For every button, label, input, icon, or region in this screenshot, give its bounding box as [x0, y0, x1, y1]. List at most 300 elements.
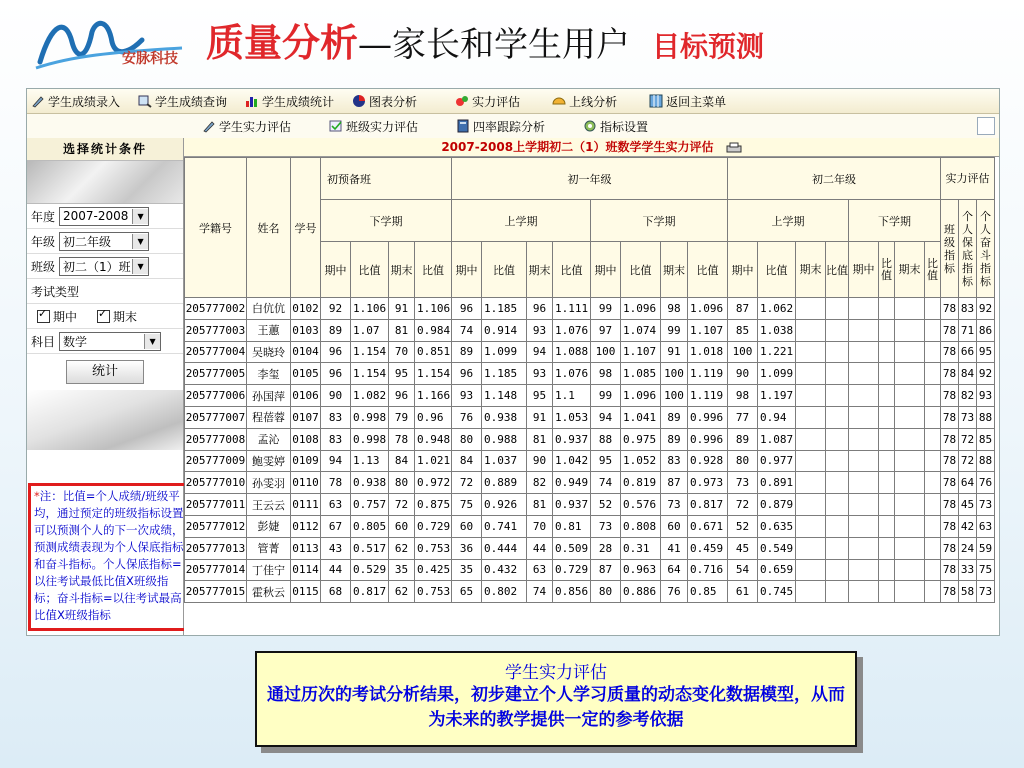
menu-item-online-analysis[interactable]	[552, 93, 617, 110]
table-cell: 78	[941, 581, 959, 603]
menu-item-main-menu[interactable]	[649, 93, 726, 110]
table-cell	[925, 537, 941, 559]
table-cell: 0.757	[351, 494, 389, 516]
menu-label: 学生成绩录入	[48, 94, 121, 109]
chevron-down-icon[interactable]: ▼	[132, 209, 148, 224]
printer-icon[interactable]	[726, 142, 742, 154]
table-cell: 0.94	[758, 406, 796, 428]
col-ratio: 比值	[482, 242, 527, 298]
table-cell: 72	[452, 472, 482, 494]
cell-name: 孙雯羽	[247, 472, 291, 494]
menu-label: 图表分析	[369, 94, 418, 109]
tab-four-rate-tracking[interactable]	[456, 118, 545, 135]
table-cell	[826, 428, 849, 450]
table-cell: 0.963	[621, 559, 661, 581]
table-cell: 95	[527, 385, 553, 407]
cell-student-id: 205777011	[185, 494, 247, 516]
table-cell	[796, 581, 826, 603]
cell-name: 丁佳宁	[247, 559, 291, 581]
table-row	[185, 406, 995, 428]
table-cell: 1.111	[553, 298, 591, 320]
class-label: 班级	[31, 259, 56, 274]
table-cell	[796, 450, 826, 472]
table-cell: 95	[591, 450, 621, 472]
table-row	[185, 537, 995, 559]
class-select[interactable]	[59, 257, 149, 276]
table-cell: 96	[321, 363, 351, 385]
table-cell: 84	[389, 450, 415, 472]
menu-label: 学生成绩统计	[262, 94, 335, 109]
tab-label: 指标设置	[600, 119, 649, 134]
table-cell	[925, 319, 941, 341]
table-cell: 0.856	[553, 581, 591, 603]
header-term2: 下学期	[591, 200, 728, 242]
table-cell	[895, 298, 925, 320]
table-row	[185, 515, 995, 537]
table-cell	[925, 450, 941, 472]
table-cell: 35	[389, 559, 415, 581]
table-cell: 1.185	[482, 363, 527, 385]
table-cell: 100	[728, 341, 758, 363]
table-cell: 42	[959, 515, 977, 537]
table-cell: 73	[591, 515, 621, 537]
tab-student-strength[interactable]	[202, 118, 291, 135]
table-cell: 0.926	[482, 494, 527, 516]
table-cell	[895, 450, 925, 472]
table-cell: 87	[661, 472, 688, 494]
table-cell	[826, 385, 849, 407]
table-cell	[879, 319, 895, 341]
table-cell: 94	[321, 450, 351, 472]
cell-number: 0110	[291, 472, 321, 494]
slide-title-bar	[0, 0, 1024, 82]
table-cell: 0.96	[415, 406, 452, 428]
col-mid: 期中	[849, 242, 879, 298]
table-row	[185, 494, 995, 516]
table-cell	[895, 406, 925, 428]
table-cell: 1.042	[553, 450, 591, 472]
table-cell: 96	[452, 363, 482, 385]
table-cell: 59	[977, 537, 995, 559]
table-cell: 72	[959, 428, 977, 450]
header-term1: 上学期	[452, 200, 591, 242]
table-cell: 73	[661, 494, 688, 516]
col-mid: 期中	[452, 242, 482, 298]
table-cell: 1.087	[758, 428, 796, 450]
table-cell	[796, 319, 826, 341]
table-cell: 0.914	[482, 319, 527, 341]
table-cell: 0.996	[688, 428, 728, 450]
strength-table	[184, 157, 995, 603]
table-cell	[796, 428, 826, 450]
cell-student-id: 205777007	[185, 406, 247, 428]
table-cell: 89	[661, 428, 688, 450]
table-row	[185, 450, 995, 472]
bar-chart-icon	[245, 94, 259, 108]
table-cell: 1.107	[688, 319, 728, 341]
table-cell: 36	[452, 537, 482, 559]
page-title	[206, 12, 764, 67]
table-cell: 75	[977, 559, 995, 581]
midterm-label: 期中	[53, 309, 78, 324]
cell-student-id: 205777004	[185, 341, 247, 363]
table-row	[185, 298, 995, 320]
table-cell	[895, 385, 925, 407]
subject-filter	[27, 329, 183, 354]
col-final: 期末	[895, 242, 925, 298]
cell-number: 0109	[291, 450, 321, 472]
table-cell: 81	[389, 319, 415, 341]
table-cell	[925, 385, 941, 407]
cell-name: 霍秋云	[247, 581, 291, 603]
table-cell	[849, 581, 879, 603]
table-cell: 93	[977, 385, 995, 407]
search-icon	[138, 94, 152, 108]
table-cell: 0.937	[553, 428, 591, 450]
table-cell: 1.076	[553, 319, 591, 341]
table-cell	[879, 341, 895, 363]
col-class-index: 班级指标	[941, 200, 959, 298]
report-panel	[184, 138, 999, 635]
table-cell: 0.635	[758, 515, 796, 537]
cell-student-id: 205777002	[185, 298, 247, 320]
table-cell: 76	[661, 581, 688, 603]
table-cell: 70	[389, 341, 415, 363]
table-cell: 60	[452, 515, 482, 537]
table-cell: 1.154	[351, 363, 389, 385]
cell-number: 0112	[291, 515, 321, 537]
table-cell: 0.977	[758, 450, 796, 472]
header-term1: 上学期	[728, 200, 849, 242]
table-cell: 0.937	[553, 494, 591, 516]
table-cell: 0.509	[553, 537, 591, 559]
table-cell	[849, 559, 879, 581]
table-cell: 73	[959, 406, 977, 428]
menu-item-strength-eval[interactable]	[455, 93, 520, 110]
header-strength: 实力评估	[941, 158, 995, 200]
table-cell: 0.984	[415, 319, 452, 341]
table-cell: 1.088	[553, 341, 591, 363]
table-cell	[796, 385, 826, 407]
table-cell: 84	[452, 450, 482, 472]
cell-student-id: 205777010	[185, 472, 247, 494]
table-cell: 24	[959, 537, 977, 559]
table-cell	[796, 406, 826, 428]
table-cell: 85	[977, 428, 995, 450]
table-cell: 92	[321, 298, 351, 320]
table-cell	[879, 385, 895, 407]
cell-number: 0111	[291, 494, 321, 516]
chevron-down-icon[interactable]: ▼	[132, 259, 148, 274]
cell-name: 孟沁	[247, 428, 291, 450]
menu-item-chart-analysis[interactable]	[352, 93, 417, 110]
scroll-button[interactable]	[977, 117, 995, 135]
table-cell: 78	[941, 428, 959, 450]
menu-label: 返回主菜单	[666, 94, 727, 109]
table-cell	[796, 559, 826, 581]
stat-button[interactable]: 统计	[66, 360, 144, 384]
exam-type-label: 考试类型	[31, 284, 80, 299]
col-mid: 期中	[321, 242, 351, 298]
table-cell: 94	[591, 406, 621, 428]
table-cell: 63	[321, 494, 351, 516]
table-cell: 95	[389, 363, 415, 385]
table-cell	[879, 537, 895, 559]
table-cell: 78	[941, 494, 959, 516]
menu-item-score-query[interactable]	[138, 93, 227, 110]
menu-item-score-stats[interactable]	[245, 93, 334, 110]
table-cell: 78	[321, 472, 351, 494]
table-cell: 78	[389, 428, 415, 450]
table-cell: 1.096	[621, 298, 661, 320]
table-cell: 71	[959, 319, 977, 341]
cell-name: 彭婕	[247, 515, 291, 537]
table-cell	[796, 298, 826, 320]
title-sub: —家长和学生用户	[358, 25, 631, 65]
final-checkbox[interactable]	[97, 310, 110, 323]
cell-name: 鲍雯婷	[247, 450, 291, 472]
table-cell	[826, 450, 849, 472]
table-cell: 0.671	[688, 515, 728, 537]
cell-name: 白伉伉	[247, 298, 291, 320]
table-cell	[925, 406, 941, 428]
table-cell: 44	[527, 537, 553, 559]
table-cell: 0.31	[621, 537, 661, 559]
menu-label: 上线分析	[569, 94, 618, 109]
table-cell: 77	[728, 406, 758, 428]
table-cell: 81	[527, 428, 553, 450]
table-cell	[849, 515, 879, 537]
table-cell: 0.889	[482, 472, 527, 494]
table-cell: 0.745	[758, 581, 796, 603]
tab-index-settings[interactable]	[583, 118, 648, 135]
table-cell	[925, 298, 941, 320]
chevron-down-icon[interactable]: ▼	[132, 234, 148, 249]
final-label: 期末	[113, 309, 138, 324]
cell-number: 0102	[291, 298, 321, 320]
table-cell: 66	[959, 341, 977, 363]
subject-select[interactable]	[59, 332, 161, 351]
evaluation-icon	[455, 94, 469, 108]
table-cell	[925, 472, 941, 494]
table-cell: 45	[728, 537, 758, 559]
formula-note: *注：比值=个人成绩/班级平均，通过预定的班级指标设置可以预测个人的下一次成绩，预测成绩表现为个人保底指标和奋斗指标。个人保底指标=以往考试最低比值X班级指标；奋斗指标=以往考试最高比值X班级指标	[28, 483, 187, 631]
cell-student-id: 205777005	[185, 363, 247, 385]
menu-label: 实力评估	[472, 94, 521, 109]
col-ratio: 比值	[758, 242, 796, 298]
table-cell: 1.221	[758, 341, 796, 363]
table-cell: 1.076	[553, 363, 591, 385]
table-cell	[895, 515, 925, 537]
chevron-down-icon[interactable]: ▼	[144, 334, 160, 349]
table-cell: 62	[389, 581, 415, 603]
title-tag: 目标预测	[652, 30, 765, 63]
table-cell: 0.851	[415, 341, 452, 363]
table-row	[185, 428, 995, 450]
table-cell: 0.808	[621, 515, 661, 537]
table-cell: 0.819	[621, 472, 661, 494]
cell-name: 王蕙	[247, 319, 291, 341]
table-cell	[826, 341, 849, 363]
table-cell: 1.119	[688, 363, 728, 385]
year-select[interactable]	[59, 207, 149, 226]
table-cell: 0.928	[688, 450, 728, 472]
table-cell: 94	[527, 341, 553, 363]
grade-filter	[27, 229, 183, 254]
table-cell: 0.938	[482, 406, 527, 428]
table-cell	[879, 515, 895, 537]
table-cell: 1.037	[482, 450, 527, 472]
menu-item-score-entry[interactable]	[31, 93, 120, 110]
table-cell: 98	[661, 298, 688, 320]
table-cell: 0.886	[621, 581, 661, 603]
table-cell: 0.716	[688, 559, 728, 581]
cell-student-id: 205777012	[185, 515, 247, 537]
table-cell: 74	[527, 581, 553, 603]
table-cell: 0.879	[758, 494, 796, 516]
cell-number: 0108	[291, 428, 321, 450]
table-cell	[879, 472, 895, 494]
table-cell: 92	[977, 363, 995, 385]
table-cell: 83	[661, 450, 688, 472]
table-cell: 67	[321, 515, 351, 537]
table-cell: 1.154	[351, 341, 389, 363]
table-row	[185, 559, 995, 581]
table-cell: 92	[977, 298, 995, 320]
table-cell: 72	[389, 494, 415, 516]
menu-label: 学生成绩查询	[155, 94, 228, 109]
table-cell: 89	[728, 428, 758, 450]
table-cell: 0.817	[688, 494, 728, 516]
table-cell: 88	[977, 406, 995, 428]
table-cell	[849, 537, 879, 559]
table-cell	[796, 363, 826, 385]
table-cell: 83	[959, 298, 977, 320]
table-cell: 64	[661, 559, 688, 581]
cell-name: 孙国萍	[247, 385, 291, 407]
table-cell: 0.444	[482, 537, 527, 559]
checklist-icon	[329, 119, 343, 133]
table-cell	[895, 559, 925, 581]
table-row	[185, 581, 995, 603]
cell-student-id: 205777009	[185, 450, 247, 472]
header-term2: 下学期	[849, 200, 941, 242]
table-cell: 1.085	[621, 363, 661, 385]
table-cell: 78	[941, 537, 959, 559]
table-cell	[925, 428, 941, 450]
col-ratio: 比值	[415, 242, 452, 298]
table-cell	[849, 363, 879, 385]
cell-student-id: 205777006	[185, 385, 247, 407]
cell-name: 王云云	[247, 494, 291, 516]
midterm-checkbox[interactable]	[37, 310, 50, 323]
table-cell: 60	[661, 515, 688, 537]
table-cell	[796, 494, 826, 516]
cell-student-id: 205777008	[185, 428, 247, 450]
table-cell: 90	[527, 450, 553, 472]
table-cell: 0.973	[688, 472, 728, 494]
header-term2: 下学期	[321, 200, 452, 242]
table-cell: 62	[389, 537, 415, 559]
cell-name: 李玺	[247, 363, 291, 385]
table-cell: 88	[591, 428, 621, 450]
table-cell: 93	[527, 319, 553, 341]
table-cell: 0.753	[415, 537, 452, 559]
header-grade-1: 初一年级	[452, 158, 728, 200]
caption-title: 学生实力评估	[505, 663, 607, 683]
table-cell: 1.062	[758, 298, 796, 320]
table-cell: 78	[941, 341, 959, 363]
table-cell: 0.432	[482, 559, 527, 581]
table-cell: 90	[728, 363, 758, 385]
table-cell: 64	[959, 472, 977, 494]
table-cell	[796, 341, 826, 363]
table-cell: 61	[728, 581, 758, 603]
caption-body: 通过历次的考试分析结果，初步建立个人学习质量的动态变化数据模型，从而为未来的教学提供一定的参考依据	[267, 685, 845, 730]
table-cell	[879, 363, 895, 385]
col-ratio: 比值	[688, 242, 728, 298]
table-cell: 0.948	[415, 428, 452, 450]
table-row	[185, 341, 995, 363]
col-name: 姓名	[247, 158, 291, 298]
table-cell: 0.529	[351, 559, 389, 581]
col-ratio: 比值	[351, 242, 389, 298]
col-student-id: 学籍号	[185, 158, 247, 298]
table-cell	[849, 298, 879, 320]
table-cell: 90	[321, 385, 351, 407]
table-cell: 82	[527, 472, 553, 494]
table-cell: 0.972	[415, 472, 452, 494]
table-cell	[826, 319, 849, 341]
table-cell: 0.659	[758, 559, 796, 581]
book-icon	[456, 119, 470, 133]
table-cell: 74	[452, 319, 482, 341]
table-cell: 80	[389, 472, 415, 494]
table-cell: 1.107	[621, 341, 661, 363]
table-cell	[826, 537, 849, 559]
grade-select[interactable]	[59, 232, 149, 251]
table-cell: 1.119	[688, 385, 728, 407]
table-cell: 98	[728, 385, 758, 407]
table-cell	[879, 581, 895, 603]
cell-number: 0114	[291, 559, 321, 581]
table-cell: 1.13	[351, 450, 389, 472]
table-cell: 0.998	[351, 406, 389, 428]
filter-sidebar	[27, 138, 184, 635]
grid-menu-icon	[649, 94, 663, 108]
col-mid: 期中	[728, 242, 758, 298]
caption-box	[255, 651, 857, 747]
col-ratio: 比值	[879, 242, 895, 298]
cell-number: 0103	[291, 319, 321, 341]
table-cell: 1.096	[621, 385, 661, 407]
table-cell: 93	[452, 385, 482, 407]
table-cell	[826, 559, 849, 581]
table-cell: 98	[591, 363, 621, 385]
table-cell: 0.85	[688, 581, 728, 603]
tab-class-strength[interactable]	[329, 118, 418, 135]
table-cell: 78	[941, 515, 959, 537]
table-cell: 100	[591, 341, 621, 363]
table-cell: 84	[959, 363, 977, 385]
table-cell: 1.154	[415, 363, 452, 385]
table-cell: 0.517	[351, 537, 389, 559]
table-cell	[925, 341, 941, 363]
table-cell: 0.802	[482, 581, 527, 603]
table-cell: 58	[959, 581, 977, 603]
table-cell: 91	[661, 341, 688, 363]
table-cell	[826, 472, 849, 494]
